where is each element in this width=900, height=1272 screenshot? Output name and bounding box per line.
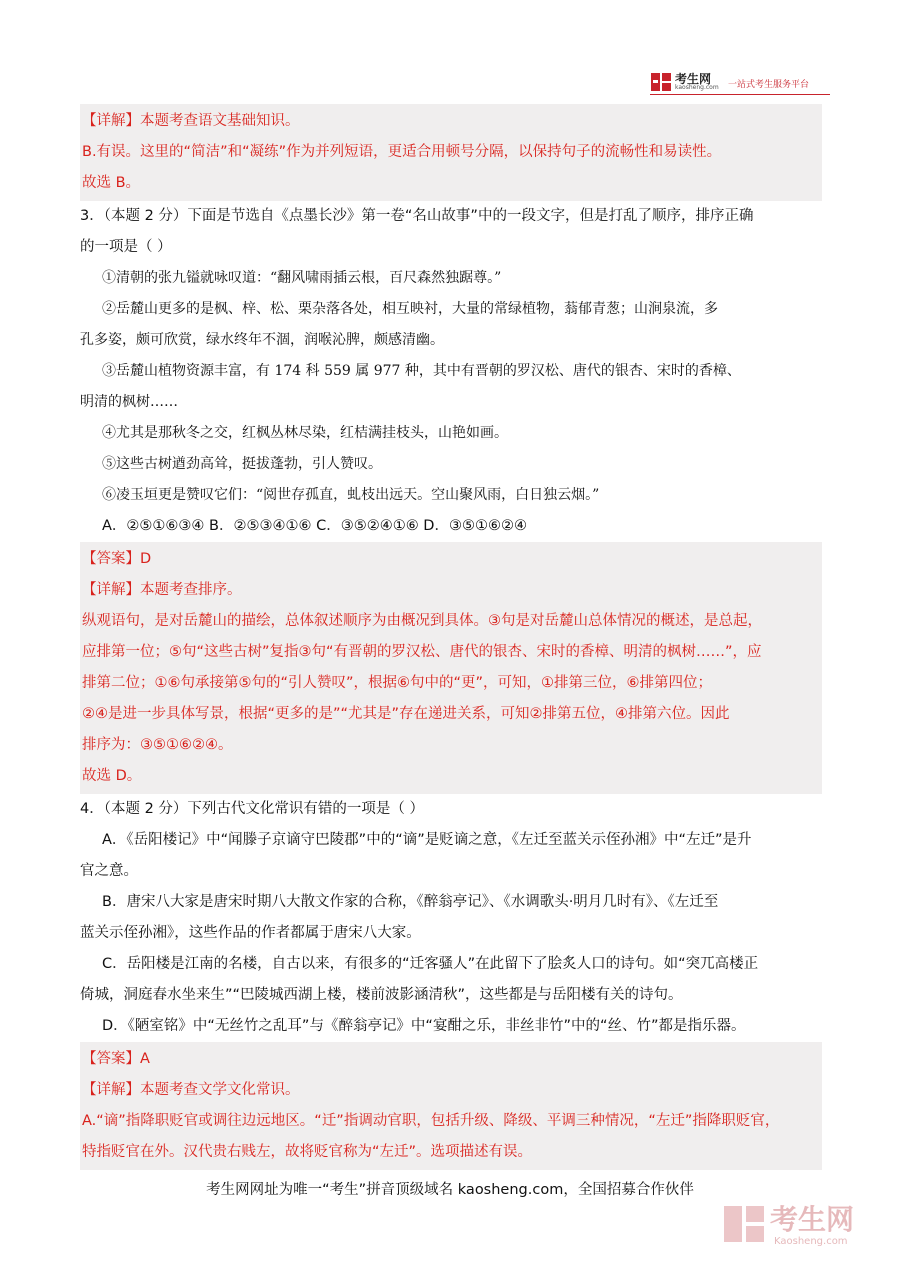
question-3 [80,201,822,542]
sentence-1: ①清朝的张九镒就咏叹道：“翻风啸雨插云根，百尺森然独踞尊。” [102,270,502,286]
detail-text: 排第二位；①⑥句承接第⑤句的“引人赞叹”，根据⑥句中的“更”，可知，①排第三位，⑥排第四位； [82,675,713,691]
option-b: B．唐宋八大家是唐宋时期八大散文作家的合称，《醉翁亭记》、《水调歌头·明月几时有》、《左迁至 [102,894,719,910]
option-c-cont: 倚城，洞庭春水坐来生”“巴陵城西湖上楼，楼前波影涵清秋”，这些都是与岳阳楼有关的诗句。 [80,987,683,1003]
detail-text: 排序为：③⑤①⑥②④。 [82,737,233,753]
option-b-cont: 蓝关示侄孙湘》，这些作品的作者都属于唐宋八大家。 [80,925,421,941]
header-divider [650,94,830,95]
kaosheng-watermark-icon [722,1202,766,1246]
detail-text: A.“谪”指降职贬官或调往边远地区。“迁”指调动官职，包括升级、降级、平调三种情况，“左迁”指降职贬官， [82,1113,780,1129]
choose-text: 故选 B。 [82,175,141,191]
detail-label: 【详解】本题考查语文基础知识。 [82,113,300,129]
question-stem: 的一项是（ ） [80,239,172,255]
question-stem: 4．（本题 2 分）下列古代文化常识有错的一项是（ ） [80,801,425,817]
kaosheng-logo-icon [650,71,672,93]
q4-explanation-block [80,1042,822,1170]
option-d: D．《陋室铭》中“无丝竹之乱耳”与《醉翁亭记》中“宴酣之乐，非丝非竹”中的“丝、竹”都是指乐器。 [102,1018,746,1034]
option-a-cont: 官之意。 [80,863,138,879]
sentence-3: ③岳麓山植物资源丰富，有 174 科 559 属 977 种，其中有晋朝的罗汉松、唐代的银杏、宋时的香樟、 [102,363,741,379]
header-tagline: 一站式考生服务平台 [728,80,810,90]
watermark [722,1198,882,1258]
page-content [80,104,822,1170]
q3-explanation-block [80,542,822,794]
logo-text: 考生网 [675,72,712,86]
sentence-3-cont: 明清的枫树…… [80,394,178,410]
answer-options: A．②⑤①⑥③④ B．②⑤③④①⑥ C．③⑤②④①⑥ D．③⑤①⑥②④ [102,518,527,534]
q2-explanation-block [80,104,822,201]
option-a: A．《岳阳楼记》中“闻滕子京谪守巴陵郡”中的“谪”是贬谪之意，《左迁至蓝关示侄孙湘》中“左迁”是升 [102,832,752,848]
site-header [650,70,830,96]
sentence-2: ②岳麓山更多的是枫、梓、松、栗杂落各处，相互映衬，大量的常绿植物，蓊郁青葱；山涧泉流，多 [102,301,718,317]
detail-label: 【详解】本题考查排序。 [82,582,242,598]
sentence-6: ⑥凌玉垣更是赞叹它们：“阅世存孤直，虬枝出远天。空山聚风雨，白日独云烟。” [102,487,600,503]
option-c: C．岳阳楼是江南的名楼，自古以来，有很多的“迁客骚人”在此留下了脍炙人口的诗句。如“突兀高楼正 [102,956,759,972]
logo-domain: kaosheng.com [675,84,719,91]
sentence-4: ④尤其是那秋冬之交，红枫丛林尽染，红桔满挂枝头，山艳如画。 [102,425,508,441]
detail-text: ②④是进一步具体写景，根据“更多的是”“尤其是”存在递进关系，可知②排第五位，④排第六位。因此 [82,706,730,722]
watermark-text: 考生网 [770,1203,855,1236]
question-4 [80,794,822,1042]
detail-text: 应排第一位；⑤句“这些古树”复指③句“有晋朝的罗汉松、唐代的银杏、宋时的香樟、明清的枫树……”，应 [82,644,762,660]
detail-label: 【详解】本题考查文学文化常识。 [82,1082,300,1098]
answer-label: 【答案】D [82,551,152,567]
question-stem: 3．（本题 2 分）下面是节选自《点墨长沙》第一卷“名山故事”中的一段文字，但是打乱了顺序，排序正确 [80,208,754,224]
detail-text: 纵观语句，是对岳麓山的描绘，总体叙述顺序为由概况到具体。③句是对岳麓山总体情况的概述，是总起， [82,613,762,629]
sentence-5: ⑤这些古树遒劲高耸，挺拔蓬勃，引人赞叹。 [102,456,382,472]
page-footer: 考生网网址为唯一“考生”拼音顶级域名 kaosheng.com，全国招募合作伙伴 [206,1182,694,1198]
detail-text: B.有误。这里的“简洁”和“凝练”作为并列短语，更适合用顿号分隔，以保持句子的流畅性和易读性。 [82,144,722,160]
choose-text: 故选 D。 [82,768,142,784]
answer-label: 【答案】A [82,1051,150,1067]
sentence-2-cont: 孔多姿，颇可欣赏，绿水终年不涸，润喉沁脾，颇感清幽。 [80,332,444,348]
watermark-domain: Kaosheng.com [774,1236,848,1247]
detail-text: 特指贬官在外。汉代贵右贱左，故将贬官称为“左迁”。选项描述有误。 [82,1144,533,1160]
